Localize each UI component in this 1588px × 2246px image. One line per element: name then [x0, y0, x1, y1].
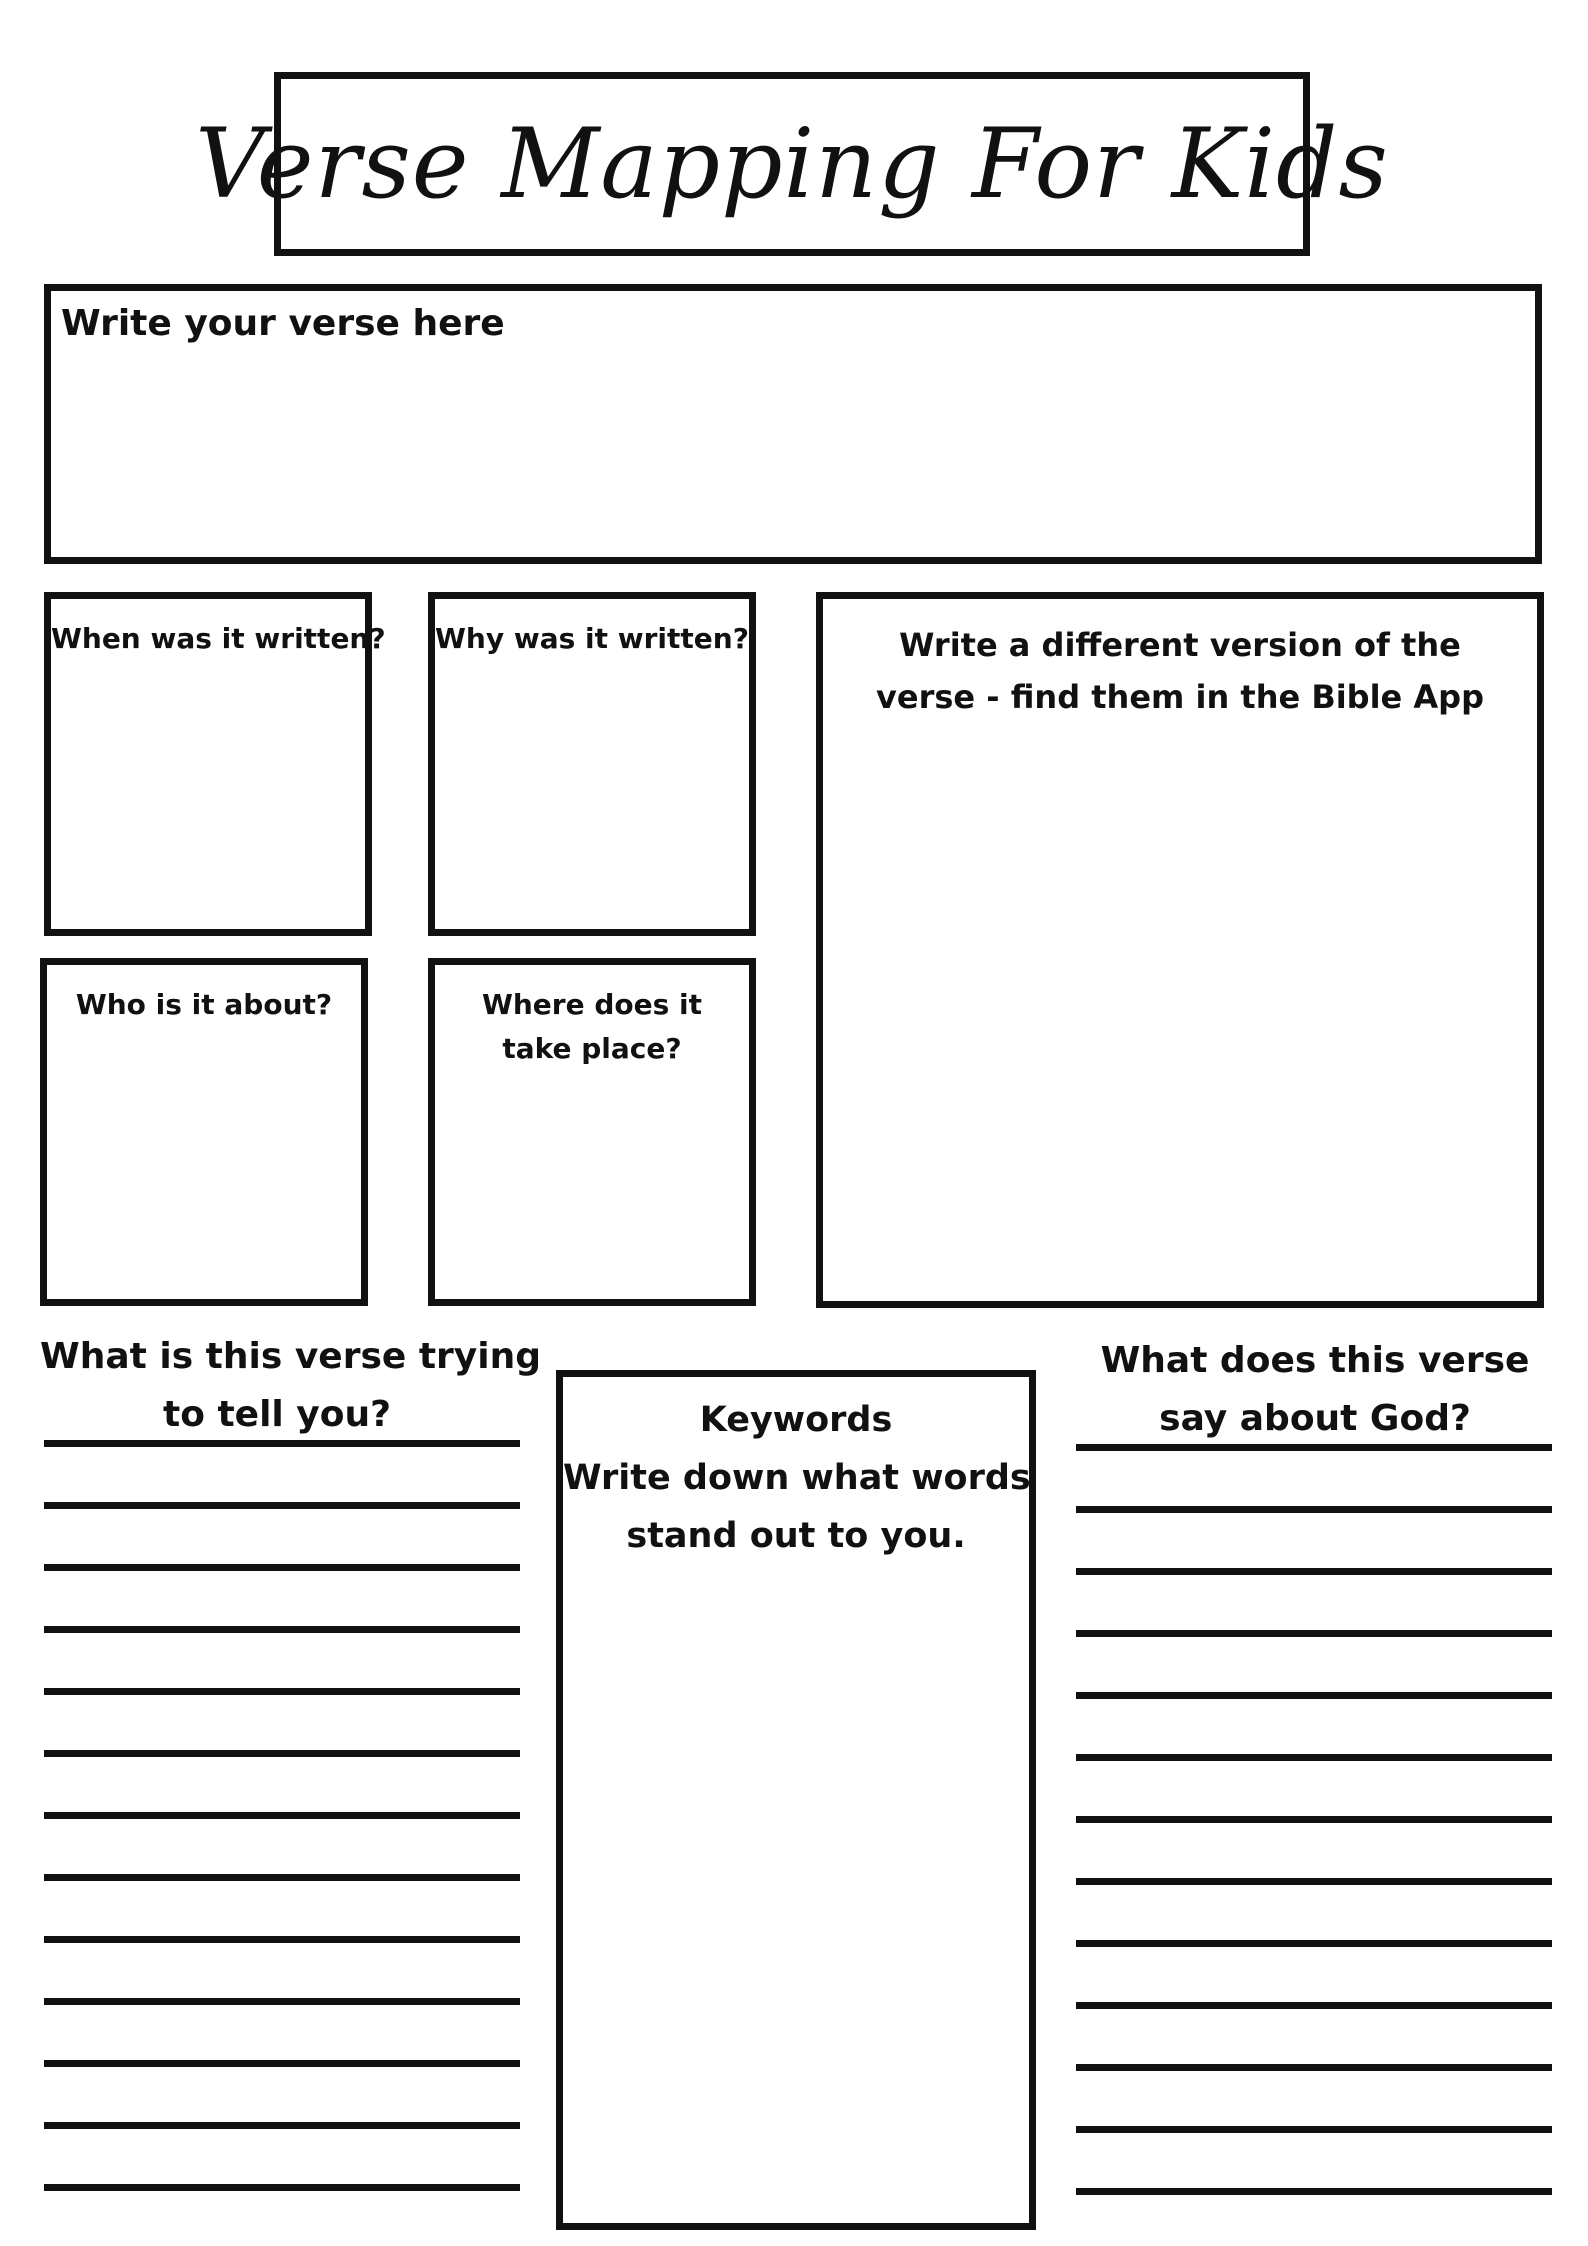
writing-line — [1076, 2126, 1552, 2133]
writing-line — [44, 1688, 520, 1695]
trying-to-tell-heading — [40, 1328, 541, 1444]
writing-line — [44, 1874, 520, 1881]
about-god-heading-line1: What does this verse — [1100, 1340, 1530, 1381]
where-place-label-line1: Where does it — [481, 988, 703, 1021]
trying-to-tell-heading-line1: What is this verse trying — [40, 1336, 541, 1377]
when-written-label — [51, 617, 386, 661]
writing-line — [1076, 1568, 1552, 1575]
page-title: Verse Mapping For Kids — [195, 108, 1389, 220]
where-place-label — [435, 983, 749, 1071]
keywords-label — [563, 1391, 1029, 1565]
about-god-heading-line2: say about God? — [1159, 1398, 1471, 1439]
writing-line — [44, 1750, 520, 1757]
who-about-box[interactable] — [40, 958, 368, 1306]
when-written-label-line1: When was it written? — [51, 622, 386, 655]
where-place-box[interactable] — [428, 958, 756, 1306]
writing-line — [1076, 1940, 1552, 1947]
who-about-label-line1: Who is it about? — [75, 988, 333, 1021]
keywords-box[interactable] — [556, 1370, 1036, 2230]
verse-box-label: Write your verse here — [61, 303, 505, 344]
trying-to-tell-heading-line2: to tell you? — [162, 1394, 392, 1435]
who-about-label — [47, 983, 361, 1027]
writing-line — [1076, 2002, 1552, 2009]
writing-line — [1076, 1816, 1552, 1823]
writing-line — [1076, 2188, 1552, 2195]
writing-line — [44, 2060, 520, 2067]
writing-line — [44, 1564, 520, 1571]
writing-line — [44, 1502, 520, 1509]
writing-line — [1076, 1754, 1552, 1761]
writing-line — [44, 1998, 520, 2005]
why-written-label — [435, 617, 749, 661]
writing-line — [1076, 1630, 1552, 1637]
keywords-heading: Keywords — [699, 1400, 893, 1440]
about-god-heading — [1078, 1332, 1552, 1448]
why-written-box[interactable] — [428, 592, 756, 936]
different-version-box[interactable] — [816, 592, 1544, 1308]
writing-line — [44, 1626, 520, 1633]
writing-line — [44, 1812, 520, 1819]
writing-line — [1076, 1444, 1552, 1451]
keywords-label-line2: stand out to you. — [626, 1516, 966, 1556]
writing-line — [44, 1936, 520, 1943]
writing-line — [1076, 1878, 1552, 1885]
when-written-box[interactable] — [44, 592, 386, 936]
writing-line — [44, 2184, 520, 2191]
keywords-label-line1: Write down what words — [563, 1458, 1031, 1498]
different-version-label — [823, 619, 1537, 723]
writing-line — [1076, 1692, 1552, 1699]
where-place-label-line2: take place? — [502, 1032, 682, 1065]
different-version-label-line1: Write a different version of the — [899, 626, 1461, 664]
writing-line — [1076, 2064, 1552, 2071]
title-box — [195, 72, 1389, 256]
writing-line — [44, 1440, 520, 1447]
why-written-label-line1: Why was it written? — [435, 622, 749, 655]
writing-line — [44, 2122, 520, 2129]
different-version-label-line2: verse - find them in the Bible App — [876, 678, 1484, 716]
writing-line — [1076, 1506, 1552, 1513]
verse-box[interactable] — [44, 284, 1542, 564]
